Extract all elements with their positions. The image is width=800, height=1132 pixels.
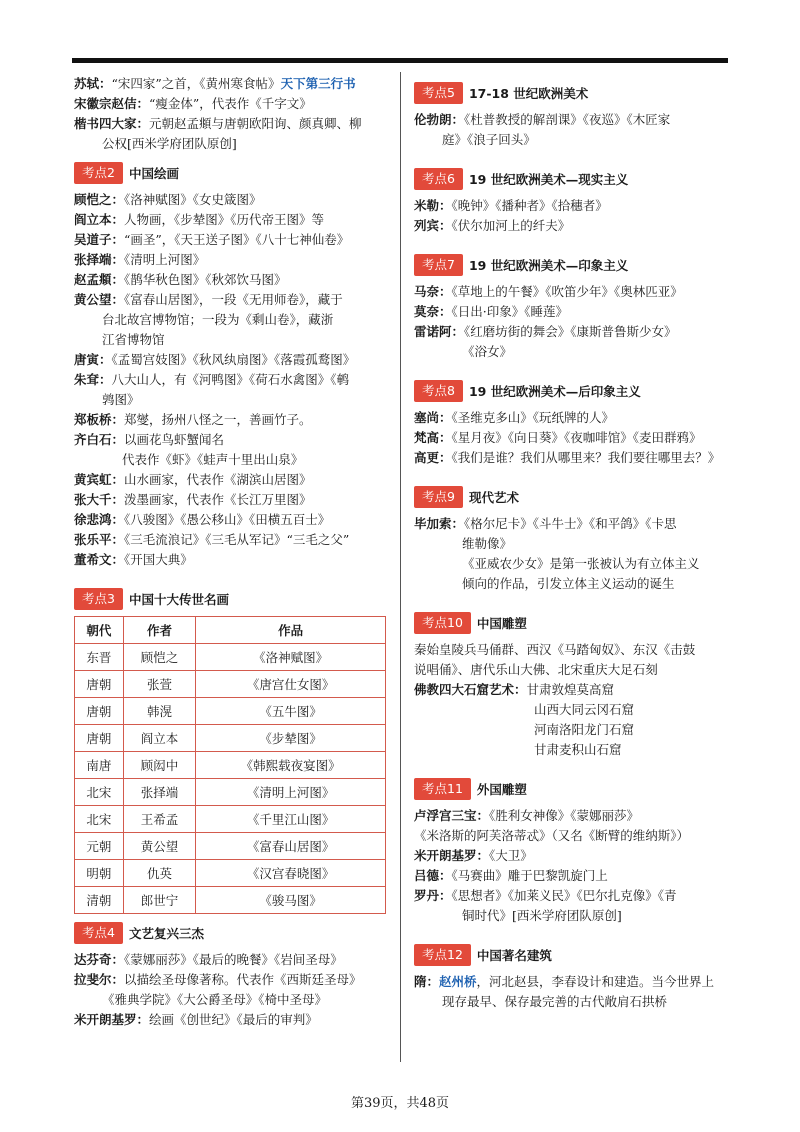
line-text: 代表作《虾》《蛙声十里出山泉》: [122, 452, 304, 467]
text-line: [414, 680, 728, 700]
right-column: [414, 74, 728, 1012]
text-line: [74, 290, 392, 310]
text-line: [74, 530, 392, 550]
table-cell: 《千里江山图》: [196, 806, 386, 833]
page-number: 第39页，共48页: [350, 1096, 450, 1111]
line-text: 山水画家，代表作《湖滨山居图》: [124, 472, 312, 487]
table-cell: 张择端: [123, 779, 195, 806]
text-line: [414, 448, 728, 468]
section-heading-8: [414, 380, 728, 402]
term-label: 拉斐尔：: [74, 972, 125, 987]
table-cell: 明朝: [75, 860, 124, 887]
line-text: 庭》《浪子回头》: [442, 132, 536, 147]
text-line: [74, 94, 392, 114]
text-line: [414, 972, 728, 992]
line-text: 说唱俑》、唐代乐山大佛、北宋重庆大足石刻: [414, 662, 658, 677]
section-heading-11: [414, 778, 728, 800]
left-column: [74, 74, 392, 1030]
term-label: 张乐平：: [74, 532, 125, 547]
text-line: [74, 350, 392, 370]
text-line: [74, 230, 392, 250]
term-label: 徐悲鸿：: [74, 512, 125, 527]
section-title: 中国绘画: [128, 166, 179, 181]
text-line: [414, 196, 728, 216]
line-text: 江省博物馆: [102, 332, 165, 347]
table-row: [75, 644, 386, 671]
line-text: ，河北赵县，李春设计和建造。当今世界上: [476, 974, 715, 989]
section-badge: 考点4: [74, 922, 123, 944]
line-text: 秦始皇陵兵马俑群、西汉《马踏匈奴》、东汉《击鼓: [414, 642, 696, 657]
term-label: 达芬奇：: [74, 952, 125, 967]
section-heading-3: [74, 588, 392, 610]
text-line: [74, 430, 392, 450]
text-line: [414, 720, 728, 740]
table-cell: 《骏马图》: [196, 887, 386, 914]
term-label: 马奈：: [414, 284, 452, 299]
text-line: [414, 866, 728, 886]
text-line: [414, 660, 728, 680]
text-line: [414, 700, 728, 720]
text-line: [414, 826, 728, 846]
section-heading-2: [74, 162, 392, 184]
text-line: [74, 250, 392, 270]
section-gap: [414, 468, 728, 478]
term-label: 郑板桥：: [74, 412, 125, 427]
term-label: 佛教四大石窟艺术：: [414, 682, 527, 697]
section-badge: 考点8: [414, 380, 463, 402]
text-line: [74, 470, 392, 490]
term-label: 张大千：: [74, 492, 125, 507]
text-line: [74, 510, 392, 530]
table-cell: 元朝: [75, 833, 124, 860]
table-cell: 唐朝: [75, 725, 124, 752]
line-text: 《胜利女神像》《蒙娜丽莎》: [489, 808, 640, 823]
section-heading-9: [414, 486, 728, 508]
table-row: [75, 806, 386, 833]
column-header: 作品: [196, 617, 386, 644]
section-title: 文艺复兴三杰: [128, 926, 204, 941]
table-cell: 《富春山居图》: [196, 833, 386, 860]
term-label: 赵孟頫：: [74, 272, 125, 287]
column-divider: [400, 72, 401, 1062]
line-text: 《红磨坊街的舞会》《康斯普鲁斯少女》: [464, 324, 677, 339]
table-cell: 韩滉: [123, 698, 195, 725]
text-line: [74, 390, 392, 410]
line-text: 《三毛流浪记》《三毛从军记》“三毛之父”: [124, 532, 350, 547]
table-cell: 南唐: [75, 752, 124, 779]
line-text: 以画花鸟虾蟹闻名: [124, 432, 225, 447]
section-title: 中国十大传世名画: [128, 592, 229, 607]
section-gap: [414, 362, 728, 372]
text-line: [414, 130, 728, 150]
line-text: 以描绘圣母像著称。代表作《西斯廷圣母》: [124, 972, 362, 987]
term-label: 莫奈：: [414, 304, 452, 319]
line-text: “瘦金体”，代表作《千字文》: [149, 96, 312, 111]
table-cell: 阎立本: [123, 725, 195, 752]
text-line: [414, 216, 728, 236]
text-line: [414, 428, 728, 448]
term-label: 米勒：: [414, 198, 452, 213]
term-label: 雷诺阿：: [414, 324, 465, 339]
table-cell: 唐朝: [75, 698, 124, 725]
line-text: 《思想者》《加莱义民》《巴尔扎克像》《青: [451, 888, 677, 903]
line-text: 《我们是谁？我们从哪里来？我们要往哪里去？》: [451, 450, 721, 465]
column-header: 朝代: [75, 617, 124, 644]
text-line: [414, 110, 728, 130]
section-badge: 考点3: [74, 588, 123, 610]
section-gap: [414, 236, 728, 246]
text-line: [74, 950, 392, 970]
line-text: 《开国大典》: [124, 552, 193, 567]
table-cell: 《汉宫春晓图》: [196, 860, 386, 887]
term-label: 楷书四大家：: [74, 116, 150, 131]
text-line: [414, 992, 728, 1012]
term-label: 唐寅：: [74, 352, 112, 367]
text-line: [74, 550, 392, 570]
line-text: 《圣维克多山》《玩纸牌的人》: [451, 410, 615, 425]
text-line: [74, 410, 392, 430]
line-text: 《洛神赋图》《女史箴图》: [124, 192, 262, 207]
term-label: 梵高：: [414, 430, 452, 445]
term-label: 米开朗基罗：: [74, 1012, 150, 1027]
section-heading-10: [414, 612, 728, 634]
section-heading-6: [414, 168, 728, 190]
section-badge: 考点9: [414, 486, 463, 508]
column-header: 作者: [123, 617, 195, 644]
line-text: 甘肃麦积山石窟: [534, 742, 622, 757]
line-text: “画圣”，《天王送子图》《八十七神仙卷》: [124, 232, 350, 247]
table-cell: 《步辇图》: [196, 725, 386, 752]
line-text: 《伏尔加河上的纤夫》: [451, 218, 571, 233]
text-line: [414, 554, 728, 574]
table-cell: 张萱: [123, 671, 195, 698]
text-line: [74, 1010, 392, 1030]
section-heading-7: [414, 254, 728, 276]
table-row: [75, 833, 386, 860]
table-cell: 黄公望: [123, 833, 195, 860]
term-label: 阎立本：: [74, 212, 125, 227]
term-label: 黄宾虹：: [74, 472, 125, 487]
text-line: [414, 322, 728, 342]
section-badge: 考点10: [414, 612, 471, 634]
text-line: [414, 534, 728, 554]
table-cell: 顾闳中: [123, 752, 195, 779]
section-heading-5: [414, 82, 728, 104]
text-line: [74, 134, 392, 154]
table-cell: 清朝: [75, 887, 124, 914]
term-label: 毕加索：: [414, 516, 465, 531]
section-badge: 考点2: [74, 162, 123, 184]
text-line: [414, 846, 728, 866]
table-cell: 东晋: [75, 644, 124, 671]
table-cell: 《五牛图》: [196, 698, 386, 725]
text-line: [74, 190, 392, 210]
top-rule: [72, 58, 728, 63]
text-line: [414, 514, 728, 534]
line-text: 《八骏图》《愚公移山》《田横五百士》: [124, 512, 331, 527]
line-text: 河南洛阳龙门石窟: [534, 722, 635, 737]
term-label: 列宾：: [414, 218, 452, 233]
section-title: 17-18 世纪欧洲美术: [468, 86, 589, 101]
section-badge: 考点11: [414, 778, 471, 800]
text-line: [414, 640, 728, 660]
text-line: [74, 970, 392, 990]
text-line: [414, 408, 728, 428]
line-text: 《雅典学院》《大公爵圣母》《椅中圣母》: [102, 992, 328, 1007]
term-label: 黄公望：: [74, 292, 125, 307]
line-text: 《马赛曲》雕于巴黎凯旋门上: [451, 868, 608, 883]
line-text: 《孟蜀宫妓图》《秋风纨扇图》《落霞孤鹜图》: [111, 352, 356, 367]
line-text: 《大卫》: [489, 848, 533, 863]
term-label: 米开朗基罗：: [414, 848, 490, 863]
table-header-row: [75, 617, 386, 644]
text-line: [74, 490, 392, 510]
line-text: 鹑图》: [102, 392, 140, 407]
line-text: 人物画，《步辇图》《历代帝王图》等: [124, 212, 325, 227]
text-line: [74, 270, 392, 290]
section-gap: [414, 594, 728, 604]
text-line: [74, 210, 392, 230]
table-row: [75, 860, 386, 887]
term-label: 伦勃朗：: [414, 112, 465, 127]
text-line: [414, 740, 728, 760]
section-gap: [74, 570, 392, 580]
text-line: [414, 302, 728, 322]
line-text: 甘肃敦煌莫高窟: [526, 682, 615, 697]
line-text: 《日出·印象》《睡莲》: [451, 304, 568, 319]
text-line: [74, 74, 392, 94]
text-line: [414, 574, 728, 594]
section-gap: [414, 926, 728, 936]
section-badge: 考点7: [414, 254, 463, 276]
table-cell: 郎世宁: [123, 887, 195, 914]
section-heading-4: [74, 922, 392, 944]
text-line: [414, 886, 728, 906]
term-label: 高更：: [414, 450, 452, 465]
text-line: [414, 806, 728, 826]
line-text: 郑燮，扬州八怪之一，善画竹子。: [124, 412, 312, 427]
term-label: 隋：: [414, 974, 440, 989]
term-label: 齐白石：: [74, 432, 125, 447]
term-label: 顾恺之：: [74, 192, 125, 207]
section-title: 现代艺术: [468, 490, 519, 505]
line-text: 元朝赵孟頫与唐朝欧阳询、颜真卿、柳: [149, 116, 362, 131]
text-line: [74, 370, 392, 390]
text-line: [74, 990, 392, 1010]
line-text: 台北故宫博物馆；一段为《剩山卷》，藏浙: [102, 312, 334, 327]
section-title: 中国雕塑: [476, 616, 527, 631]
term-label: 吕德：: [414, 868, 452, 883]
term-label: 董希文：: [74, 552, 125, 567]
line-text: 《亚威农少女》是第一张被认为有立体主义: [462, 556, 700, 571]
table-cell: 顾恺之: [123, 644, 195, 671]
table-row: [75, 671, 386, 698]
table-row: [75, 779, 386, 806]
line-text: 《格尔尼卡》《斗牛士》《和平鸽》《卡思: [464, 516, 677, 531]
line-text: 维勒像》: [462, 536, 513, 551]
table-cell: 唐朝: [75, 671, 124, 698]
table-cell: 北宋: [75, 779, 124, 806]
table-row: [75, 698, 386, 725]
line-text: 《富春山居图》，一段《无用师卷》，藏于: [124, 292, 343, 307]
table-cell: 《清明上河图》: [196, 779, 386, 806]
term-label: 罗丹：: [414, 888, 452, 903]
term-label: 吴道子：: [74, 232, 125, 247]
line-text: 《蒙娜丽莎》《最后的晚餐》《岩间圣母》: [124, 952, 343, 967]
section-heading-12: [414, 944, 728, 966]
line-text: “宋四家”之首，《黄州寒食帖》: [111, 76, 281, 91]
section-title: 19 世纪欧洲美术—现实主义: [468, 172, 629, 187]
line-text: 倾向的作品，引发立体主义运动的诞生: [462, 576, 675, 591]
line-text: 绘画《创世纪》《最后的审判》: [149, 1012, 318, 1027]
text-line: [74, 310, 392, 330]
section-title: 中国著名建筑: [476, 948, 552, 963]
line-text: 山西大同云冈石窟: [534, 702, 635, 717]
text-line: [414, 342, 728, 362]
highlight-text: 天下第三行书: [280, 76, 356, 91]
table-row: [75, 752, 386, 779]
section-title: 19 世纪欧洲美术—印象主义: [468, 258, 629, 273]
table-cell: 北宋: [75, 806, 124, 833]
term-label: 朱耷：: [74, 372, 112, 387]
line-text: 现存最早、保存最完善的古代敞肩石拱桥: [442, 994, 668, 1009]
term-label: 张择端：: [74, 252, 125, 267]
section-gap: [414, 150, 728, 160]
term-label: 塞尚：: [414, 410, 452, 425]
table-cell: 《唐宫仕女图》: [196, 671, 386, 698]
term-label: 宋徽宗赵佶：: [74, 96, 150, 111]
line-text: 《晚钟》《播种者》《拾穗者》: [451, 198, 608, 213]
table-cell: 王希孟: [123, 806, 195, 833]
section-badge: 考点12: [414, 944, 471, 966]
line-text: 铜时代》[西米学府团队原创]: [462, 908, 622, 923]
line-text: 《鹊华秋色图》《秋郊饮马图》: [124, 272, 287, 287]
line-text: 泼墨画家，代表作《长江万里图》: [124, 492, 312, 507]
line-text: 公权[西米学府团队原创]: [102, 136, 237, 151]
paintings-table: [74, 616, 386, 914]
section-title: 外国雕塑: [476, 782, 527, 797]
line-text: 八大山人，有《河鸭图》《荷石水禽图》《鹌: [111, 372, 350, 387]
section-badge: 考点5: [414, 82, 463, 104]
line-text: 《浴女》: [462, 344, 513, 359]
line-text: 《星月夜》《向日葵》《夜咖啡馆》《麦田群鸦》: [451, 430, 702, 445]
text-line: [74, 114, 392, 134]
text-line: [74, 330, 392, 350]
table-row: [75, 725, 386, 752]
section-title: 19 世纪欧洲美术—后印象主义: [468, 384, 641, 399]
section-badge: 考点6: [414, 168, 463, 190]
table-cell: 《韩熙载夜宴图》: [196, 752, 386, 779]
term-label: 苏轼：: [74, 76, 112, 91]
line-text: 《清明上河图》: [124, 252, 206, 267]
table-cell: 仇英: [123, 860, 195, 887]
table-cell: 《洛神赋图》: [196, 644, 386, 671]
text-line: [414, 906, 728, 926]
line-text: 《杜普教授的解剖课》《夜巡》《木匠家: [464, 112, 671, 127]
text-line: [74, 450, 392, 470]
table-row: [75, 887, 386, 914]
text-line: [414, 282, 728, 302]
section-gap: [414, 760, 728, 770]
term-label: 卢浮宫三宝：: [414, 808, 490, 823]
line-text: 《米洛斯的阿芙洛蒂忒》（又名《断臂的维纳斯》）: [414, 828, 690, 843]
line-text: 《草地上的午餐》《吹笛少年》《奥林匹亚》: [451, 284, 683, 299]
highlight-text: 赵州桥: [439, 974, 477, 989]
